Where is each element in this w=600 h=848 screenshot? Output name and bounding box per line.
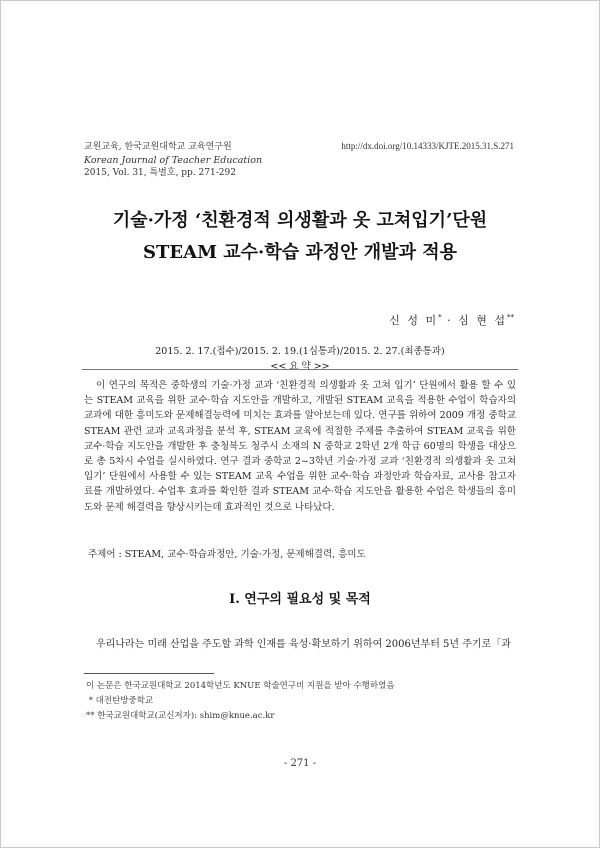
author-list — [389, 312, 514, 328]
author-1-mark: * — [438, 313, 442, 322]
doi-link[interactable]: http://dx.doi.org/10.14333/KJTE.2015.31.S.271 — [341, 141, 514, 151]
footnote-funding: 이 논문은 한국교원대학교 2014학년도 KNUE 학술연구비 지원을 받아 수행하였음 — [86, 681, 395, 691]
title-line-1: 기술·가정 ‘친환경적 의생활과 옷 고쳐입기’단원 — [112, 210, 488, 231]
author-separator: · — [441, 314, 459, 327]
author-1: 신 성 미 — [389, 314, 439, 327]
keywords: 주제어 : STEAM, 교수·학습과정안, 기술·가정, 문제해결력, 흥미도 — [88, 549, 366, 560]
footnote-affiliation-2: ** 한국교원대학교(교신저자): shim@knue.ac.kr — [86, 711, 275, 721]
body-paragraph: 우리나라는 미래 산업을 주도할 과학 인재를 육성·확보하기 위하여 2006년부터 5년 주기로「과 — [96, 639, 511, 650]
author-2-mark: ** — [507, 313, 514, 322]
footnote-divider — [84, 673, 214, 674]
journal-name-en: Korean Journal of Teacher Education — [84, 155, 263, 166]
title-line-2: STEAM 교수·학습 과정안 개발과 적용 — [143, 242, 457, 263]
abstract-divider — [82, 369, 518, 370]
review-dates: 2015. 2. 17.(접수)/2015. 2. 19.(1심통과)/2015. 2. 27.(최종통과) — [155, 346, 445, 357]
author-2: 심 현 섭 — [458, 314, 507, 327]
page-number: - 271 - — [283, 758, 317, 769]
footnote-affiliation-1: * 대전탄방중학교 — [86, 696, 154, 706]
journal-name-ko: 교원교육, 한국교원대학교 교육연구원 — [84, 142, 232, 152]
journal-info — [84, 141, 262, 180]
footnotes — [86, 679, 395, 724]
section-heading: Ⅰ. 연구의 필요성 및 목적 — [229, 592, 371, 607]
abstract-label: << 요 약 >> — [270, 361, 330, 372]
paper-title — [40, 205, 560, 269]
journal-volume: 2015, Vol. 31, 특별호, pp. 271-292 — [84, 168, 236, 178]
abstract-text: 이 연구의 목적은 중학생의 기술·가정 교과 ‘친환경적 의생활과 옷 고쳐 입기’ 단원에서 활용 할 수 있는 STEAM 교육을 위한 교수·학습 지도안을 개발하고, 개발된 STEAM 교육을 적용한 수업이 학습자의 교과에 대한 흥미도와 문제해결능력에 미치는 효과를 알아보는데 있다. 연구를 위하여 2009 개정 중학교 STEAM 관련 교과 교육과정을 분석 후, STEAM 교육에 적절한 주제를 추출하여 STEAM 교육을 위한 교수·학습 지도안을 개발한 후 충청북도 청주시 소재의 N 중학교 2학년 2개 학급 60명의 학생을 대상으로 총 5차시 수업을 실시하였다. 연구 결과 중학교 2~3학년 기술·가정 교과 ‘친환경적 의생활과 옷 고쳐 입기’ 단원에서 사용할 수 있는 STEAM 교육 수업을 위한 교수·학습 과정안과 학습자료, 교사용 참고자료를 개발하였다. 수업후 효과를 확인한 결과 STEAM 교수·학습 지도안을 활용한 수업은 학생들의 흥미도와 문제 해결력을 향상시키는데 효과적인 것으로 나타났다. — [84, 380, 516, 513]
